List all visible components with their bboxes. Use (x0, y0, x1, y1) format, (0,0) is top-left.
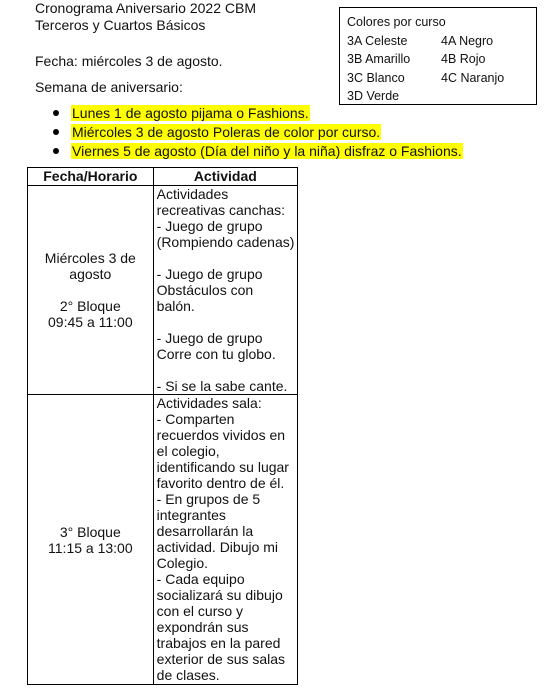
table-row (28, 186, 298, 395)
course-color-item: 3B Amarillo (347, 52, 411, 66)
bullet-icon (53, 148, 59, 154)
course-color-item: 4C Naranjo (441, 70, 505, 85)
course-color-item: 3C Blanco (347, 70, 405, 85)
table-header-row (28, 168, 298, 186)
course-colors-list (347, 32, 536, 106)
bullet-icon (53, 129, 59, 135)
course-color-item: 4A Negro (441, 33, 494, 48)
course-colors-title: Colores por curso (347, 15, 446, 29)
list-item: Viernes 5 de agosto (Día del niño y la niña) disfraz o Fashions. (50, 142, 463, 161)
document-subtitle: Terceros y Cuartos Básicos (35, 17, 206, 33)
course-color-item: 3D Verde (347, 89, 400, 103)
anniversary-week-label: Semana de aniversario: (35, 79, 183, 95)
date-line: Fecha: miércoles 3 de agosto. (35, 53, 223, 69)
column-header-activity: Actividad (153, 168, 297, 186)
course-color-item: 3A Celeste (347, 33, 408, 48)
date-time-cell: Miércoles 3 de agosto 2° Bloque 09:45 a 11:00 (28, 186, 154, 395)
document-title: Cronograma Aniversario 2022 CBM (35, 0, 256, 16)
activity-cell: Actividades sala: - Comparten recuerdos vividos en el colegio, identificando su lugar favorito dentro de él. - En grupos de 5 integrantes desarrollarán la actividad. Dibujo mi Colegio. - Cada equipo socializará su dibujo con el curso y expondrán sus trabajos en la pared exterior de sus salas de clases. (153, 395, 297, 685)
bullet-icon (53, 110, 59, 116)
column-header-date: Fecha/Horario (28, 168, 154, 186)
schedule-table (27, 167, 298, 685)
list-item: Lunes 1 de agosto pijama o Fashions. (50, 104, 463, 123)
table-row (28, 395, 298, 685)
list-item: Miércoles 3 de agosto Poleras de color por curso. (50, 123, 463, 142)
course-colors-box (339, 7, 537, 105)
dress-code-list (50, 104, 463, 161)
activity-cell: Actividades recreativas canchas: - Juego de grupo (Rompiendo cadenas) - Juego de grupo Obstáculos con balón. - Juego de grupo Corre con tu globo. - Si se la sabe cante. (153, 186, 297, 395)
course-color-item: 4B Rojo (441, 52, 486, 66)
date-time-cell: 3° Bloque 11:15 a 13:00 (28, 395, 154, 685)
